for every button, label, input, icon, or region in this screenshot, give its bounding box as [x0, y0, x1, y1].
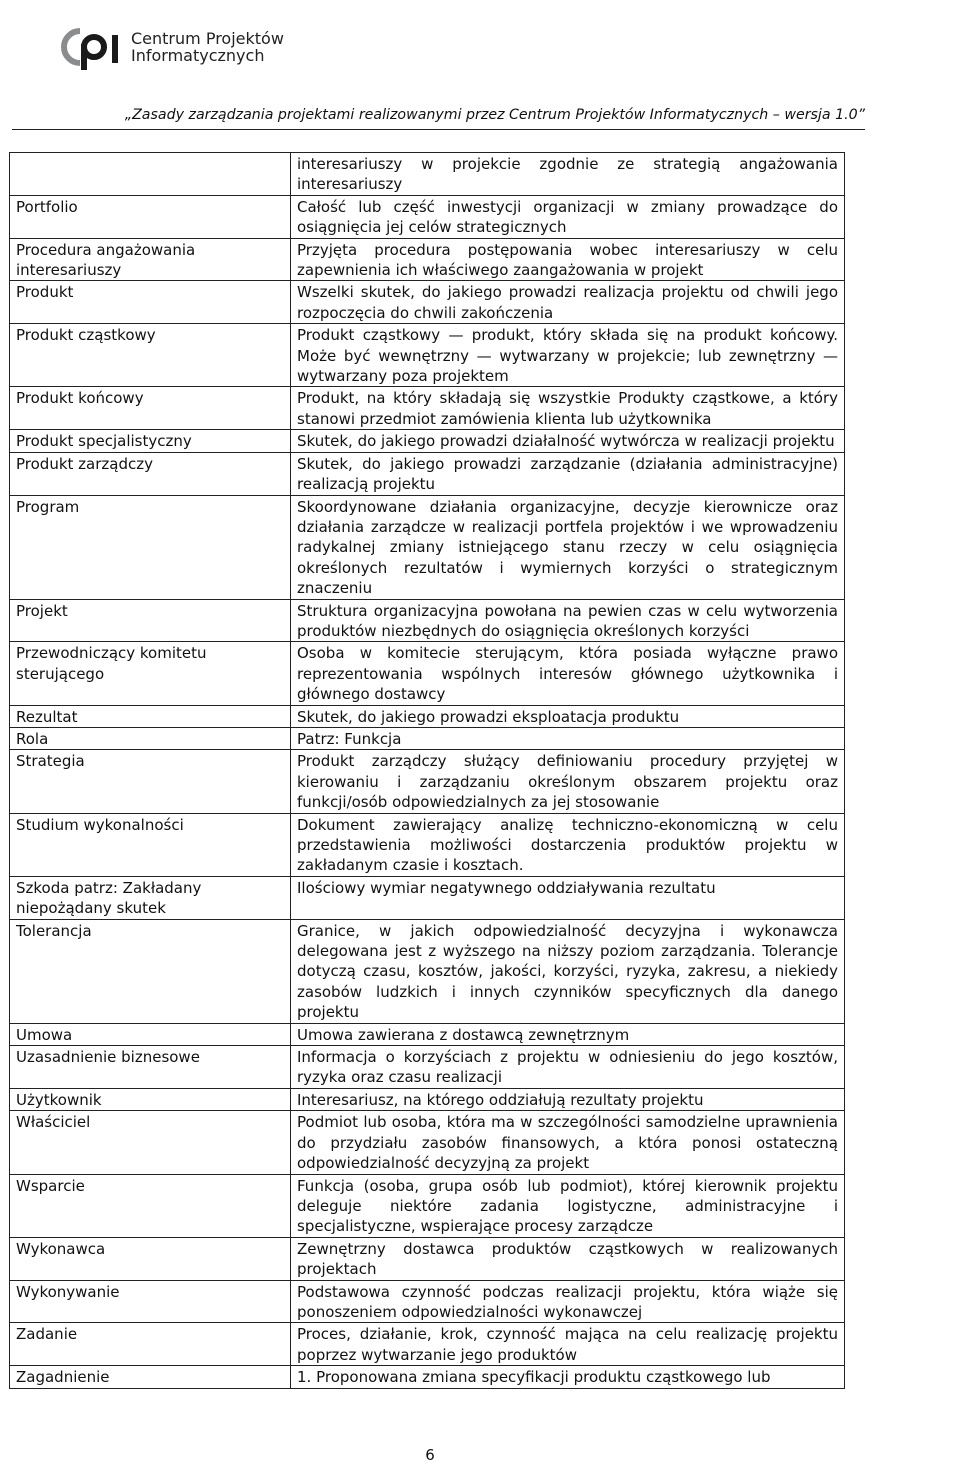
logo-line-1: Centrum Projektów — [131, 29, 284, 48]
table-row — [10, 750, 845, 813]
definition-cell: Skutek, do jakiego prowadzi działalność wytwórcza w realizacji projektu — [291, 430, 845, 452]
term-cell: Produkt — [10, 281, 291, 324]
definition-cell: Zewnętrzny dostawca produktów cząstkowych w realizowanych projektach — [291, 1237, 845, 1280]
term-cell: Przewodniczący komitetu sterującego — [10, 642, 291, 705]
table-row — [10, 599, 845, 642]
definition-cell: Informacja o korzyściach z projektu w odniesieniu do jego kosztów, ryzyka oraz czasu realizacji — [291, 1046, 845, 1089]
term-cell: Strategia — [10, 750, 291, 813]
term-cell: Rezultat — [10, 705, 291, 727]
term-cell: Właściciel — [10, 1111, 291, 1174]
term-cell: Wsparcie — [10, 1174, 291, 1237]
term-cell: Wykonawca — [10, 1237, 291, 1280]
definition-cell: Funkcja (osoba, grupa osób lub podmiot), której kierownik projektu deleguje niektóre zadania logistyczne, administracyjne i specjalistyczne, wspierające procesy zarządcze — [291, 1174, 845, 1237]
definition-cell: Umowa zawierana z dostawcą zewnętrznym — [291, 1023, 845, 1045]
term-cell: Projekt — [10, 599, 291, 642]
header-divider — [12, 129, 865, 130]
table-row — [10, 642, 845, 705]
definition-cell: Podmiot lub osoba, która ma w szczególności samodzielne uprawnienia do przydziału zasobów finansowych, a która ponosi ostateczną odpowiedzialność decyzyjną za projekt — [291, 1111, 845, 1174]
definition-cell: Podstawowa czynność podczas realizacji projektu, która wiąże się ponoszeniem odpowiedzialności wykonawczej — [291, 1280, 845, 1323]
logo — [50, 22, 284, 72]
table-row — [10, 919, 845, 1023]
definition-cell: Patrz: Funkcja — [291, 727, 845, 749]
table-row — [10, 238, 845, 281]
table-row — [10, 495, 845, 599]
table-row — [10, 452, 845, 495]
term-cell: Zagadnienie — [10, 1366, 291, 1388]
table-row — [10, 430, 845, 452]
table-row — [10, 813, 845, 876]
definition-cell: Granice, w jakich odpowiedzialność decyzyjna i wykonawcza delegowana jest z wyższego na niższy poziom zarządzania. Tolerancje dotyczą czasu, kosztów, jakości, korzyści, ryzyka, zakresu, a niekiedy zasobów ludzkich i innych czynników specyficznych dla danego projektu — [291, 919, 845, 1023]
page-number: 6 — [425, 1446, 435, 1464]
term-cell: Portfolio — [10, 195, 291, 238]
cpi-logo-icon — [50, 22, 125, 72]
table-row — [10, 1023, 845, 1045]
definition-cell: 1. Proponowana zmiana specyfikacji produktu cząstkowego lub — [291, 1366, 845, 1388]
term-cell — [10, 153, 291, 196]
table-row — [10, 1111, 845, 1174]
definition-cell: Ilościowy wymiar negatywnego oddziaływania rezultatu — [291, 876, 845, 919]
table-row — [10, 1323, 845, 1366]
table-row — [10, 195, 845, 238]
logo-line-2: Informatycznych — [131, 46, 265, 65]
definition-cell: Skutek, do jakiego prowadzi zarządzanie (działania administracyjne) realizacją projektu — [291, 452, 845, 495]
term-cell: Zadanie — [10, 1323, 291, 1366]
term-cell: Wykonywanie — [10, 1280, 291, 1323]
definition-cell: Wszelki skutek, do jakiego prowadzi realizacja projektu od chwili jego rozpoczęcia do chwili zakończenia — [291, 281, 845, 324]
table-row — [10, 1174, 845, 1237]
definition-cell: Produkt cząstkowy — produkt, który składa się na produkt końcowy. Może być wewnętrzny — wytwarzany w projekcie; lub zewnętrzny — wytwarzany poza projektem — [291, 324, 845, 387]
definition-cell: Całość lub część inwestycji organizacji w zmiany prowadzące do osiągnięcia jej celów strategicznych — [291, 195, 845, 238]
definition-cell: Produkt, na który składają się wszystkie Produkty cząstkowe, a który stanowi przedmiot zamówienia klienta lub użytkownika — [291, 387, 845, 430]
term-cell: Użytkownik — [10, 1088, 291, 1110]
glossary-body — [10, 153, 845, 1389]
term-cell: Produkt zarządczy — [10, 452, 291, 495]
table-row — [10, 153, 845, 196]
table-row — [10, 1046, 845, 1089]
definition-cell: Osoba w komitecie sterującym, która posiada wyłączne prawo reprezentowania wspólnych interesów głównego użytkownika i głównego dostawcy — [291, 642, 845, 705]
table-row — [10, 876, 845, 919]
logo-text — [131, 30, 284, 64]
table-row — [10, 387, 845, 430]
glossary-table — [9, 152, 845, 1389]
definition-cell: Interesariusz, na którego oddziałują rezultaty projektu — [291, 1088, 845, 1110]
definition-cell: Skutek, do jakiego prowadzi eksploatacja produktu — [291, 705, 845, 727]
table-row — [10, 1366, 845, 1388]
term-cell: Studium wykonalności — [10, 813, 291, 876]
definition-cell: Produkt zarządczy służący definiowaniu procedury przyjętej w kierowaniu i zarządzaniu określonym obszarem projektu oraz funkcji/osób odpowiedzialnych za jej stosowanie — [291, 750, 845, 813]
table-row — [10, 727, 845, 749]
table-row — [10, 1237, 845, 1280]
term-cell: Szkoda patrz: Zakładany niepożądany skutek — [10, 876, 291, 919]
term-cell: Produkt cząstkowy — [10, 324, 291, 387]
definition-cell: Struktura organizacyjna powołana na pewien czas w celu wytworzenia produktów niezbędnych do osiągnięcia określonych korzyści — [291, 599, 845, 642]
term-cell: Rola — [10, 727, 291, 749]
term-cell: Tolerancja — [10, 919, 291, 1023]
term-cell: Program — [10, 495, 291, 599]
table-row — [10, 1280, 845, 1323]
table-row — [10, 281, 845, 324]
definition-cell: Dokument zawierający analizę techniczno-ekonomiczną w celu przedstawienia możliwości dostarczenia produktów projektu w zakładanym czasie i kosztach. — [291, 813, 845, 876]
term-cell: Procedura angażowania interesariuszy — [10, 238, 291, 281]
table-row — [10, 705, 845, 727]
table-row — [10, 1088, 845, 1110]
definition-cell: Przyjęta procedura postępowania wobec interesariuszy w celu zapewnienia ich właściwego zaangażowania w projekt — [291, 238, 845, 281]
document-title: „Zasady zarządzania projektami realizowanymi przez Centrum Projektów Informatycznych – wersja 1.0” — [124, 107, 865, 123]
definition-cell: Proces, działanie, krok, czynność mająca na celu realizację projektu poprzez wytwarzanie jego produktów — [291, 1323, 845, 1366]
definition-cell: interesariuszy w projekcie zgodnie ze strategią angażowania interesariuszy — [291, 153, 845, 196]
table-row — [10, 324, 845, 387]
term-cell: Produkt specjalistyczny — [10, 430, 291, 452]
definition-cell: Skoordynowane działania organizacyjne, decyzje kierownicze oraz działania zarządcze w realizacji portfela projektów i we wprowadzeniu radykalnej zmiany istniejącego stanu rzeczy w celu osiągnięcia określonych rezultatów i wymiernych korzyści o strategicznym znaczeniu — [291, 495, 845, 599]
term-cell: Umowa — [10, 1023, 291, 1045]
term-cell: Uzasadnienie biznesowe — [10, 1046, 291, 1089]
term-cell: Produkt końcowy — [10, 387, 291, 430]
